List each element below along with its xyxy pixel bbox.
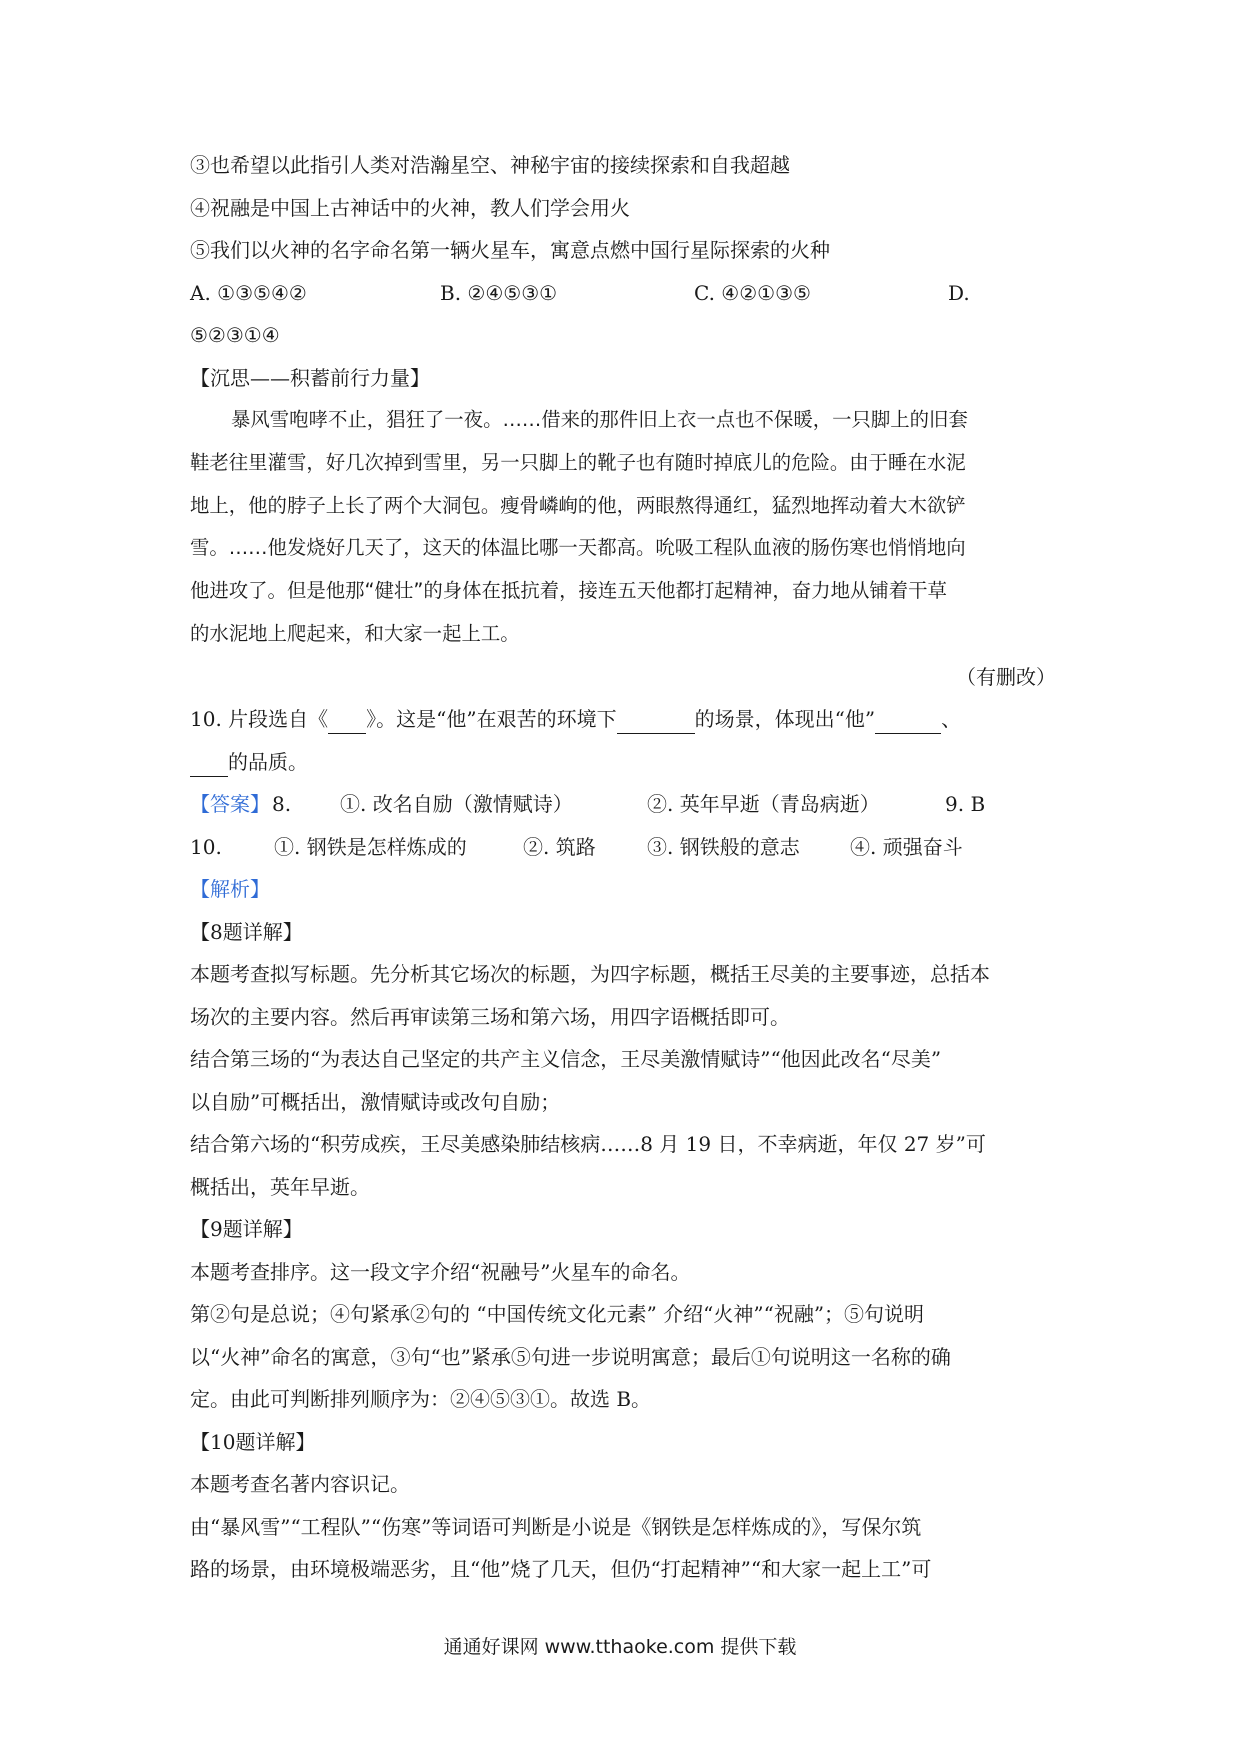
detail-10-title: 【10题详解】 [190, 1429, 316, 1454]
option-a: A. ①③⑤④② [190, 280, 307, 305]
answer-row-2: 10. ①. 钢铁是怎样炼成的 ②. 筑路 ③. 钢铁般的意志 ④. 顽强奋斗 [190, 834, 963, 859]
analysis-tag: 【解析】 [190, 877, 270, 902]
passage-line: 暴风雪咆哮不止，猖狂了一夜。……借来的那件旧上衣一点也不保暖，一只脚上的旧套 [231, 408, 968, 431]
q9-options [190, 272, 1060, 315]
answer-blank [328, 707, 366, 734]
answer-blank [190, 750, 228, 777]
option-d-content: ⑤②③①④ [190, 323, 280, 347]
q9-item-3: ③也希望以此指引人类对浩瀚星空、神秘宇宙的接续探索和自我超越 [190, 153, 790, 177]
detail-line: 结合第六场的“积劳成疾，王尽美感染肺结核病……8 月 19 日，不幸病逝，年仅 27 岁”可 [190, 1132, 986, 1157]
passage-line: 地上，他的脖子上长了两个大洞包。瘦骨嶙峋的他，两眼熬得通红，猛烈地挥动着大木欲铲 [190, 493, 966, 517]
reading-passage [190, 399, 1060, 656]
passage-line: 雪。……他发烧好几天了，这天的体温比哪一天都高。吮吸工程队血液的肠伤寒也悄悄地向 [190, 536, 966, 560]
detail-line: 以“火神”命名的寓意，③句“也”紧承⑤句进一步说明寓意；最后①句说明这一名称的确 [190, 1344, 951, 1369]
section-title: 【沉思——积蓄前行力量】 [190, 365, 430, 390]
document-page [190, 144, 1060, 1591]
answer-tag: 【答案】 [190, 792, 270, 817]
abridged-note: （有删改） [956, 664, 1056, 689]
detail-line: 路的场景，由环境极端恶劣，且“他”烧了几天，但仍“打起精神”“和大家一起上工”可 [190, 1557, 932, 1582]
passage-line: 的水泥地上爬起来，和大家一起上工。 [190, 621, 520, 645]
detail-line: 由“暴风雪”“工程队”“伤寒”等词语可判断是小说是《钢铁是怎样炼成的》，写保尔筑 [190, 1514, 922, 1539]
detail-line: 场次的主要内容。然后再审读第三场和第六场，用四字语概括即可。 [190, 1004, 790, 1029]
detail-line: 定。由此可判断排列顺序为：②④⑤③①。故选 B。 [190, 1387, 652, 1412]
q9-item-5: ⑤我们以火神的名字命名第一辆火星车，寓意点燃中国行星际探索的火种 [190, 238, 830, 262]
detail-9-title: 【9题详解】 [190, 1217, 303, 1242]
detail-line: 以自励”可概括出，激情赋诗或改句自励； [190, 1089, 561, 1114]
passage-line: 鞋老往里灌雪，好几次掉到雪里，另一只脚上的靴子也有随时掉底儿的危险。由于睡在水泥 [190, 450, 966, 474]
answer-blank [617, 707, 695, 734]
option-b: B. ②④⑤③① [440, 280, 558, 305]
answer-blank [875, 707, 941, 734]
q10-question: 10. 片段选自《 》。这是“他”在艰苦的环境下 的场景，体现出“他” 、 [190, 698, 1060, 741]
detail-line: 第②句是总说；④句紧承②句的 “中国传统文化元素” 介绍“火神”“祝融”；⑤句说明 [190, 1302, 925, 1327]
q9-item-4: ④祝融是中国上古神话中的火神，教人们学会用火 [190, 195, 630, 220]
detail-line: 结合第三场的“为表达自己坚定的共产主义信念，王尽美激情赋诗”“他因此改名“尽美” [190, 1047, 942, 1072]
passage-line: 他进攻了。但是他那“健壮”的身体在抵抗着，接连五天他都打起精神，奋力地从铺着干草 [190, 579, 947, 603]
answer-row-1: 【答案】 8. ①. 改名自励（激情赋诗） ②. 英年早逝（青岛病逝） 9. B [190, 783, 1060, 826]
option-d: D. [948, 280, 970, 305]
detail-8-title: 【8题详解】 [190, 919, 303, 944]
page-footer: 通通好课网 www.tthaoke.com 提供下载 [443, 1636, 797, 1658]
detail-line: 本题考查拟写标题。先分析其它场次的标题，为四字标题，概括王尽美的主要事迹，总括本 [190, 962, 990, 987]
detail-line: 本题考查排序。这一段文字介绍“祝融号”火星车的命名。 [190, 1259, 691, 1284]
q10-question-cont: 的品质。 [190, 741, 1060, 784]
detail-line: 本题考查名著内容识记。 [190, 1472, 410, 1497]
detail-line: 概括出，英年早逝。 [190, 1174, 370, 1199]
option-c: C. ④②①③⑤ [694, 280, 811, 305]
